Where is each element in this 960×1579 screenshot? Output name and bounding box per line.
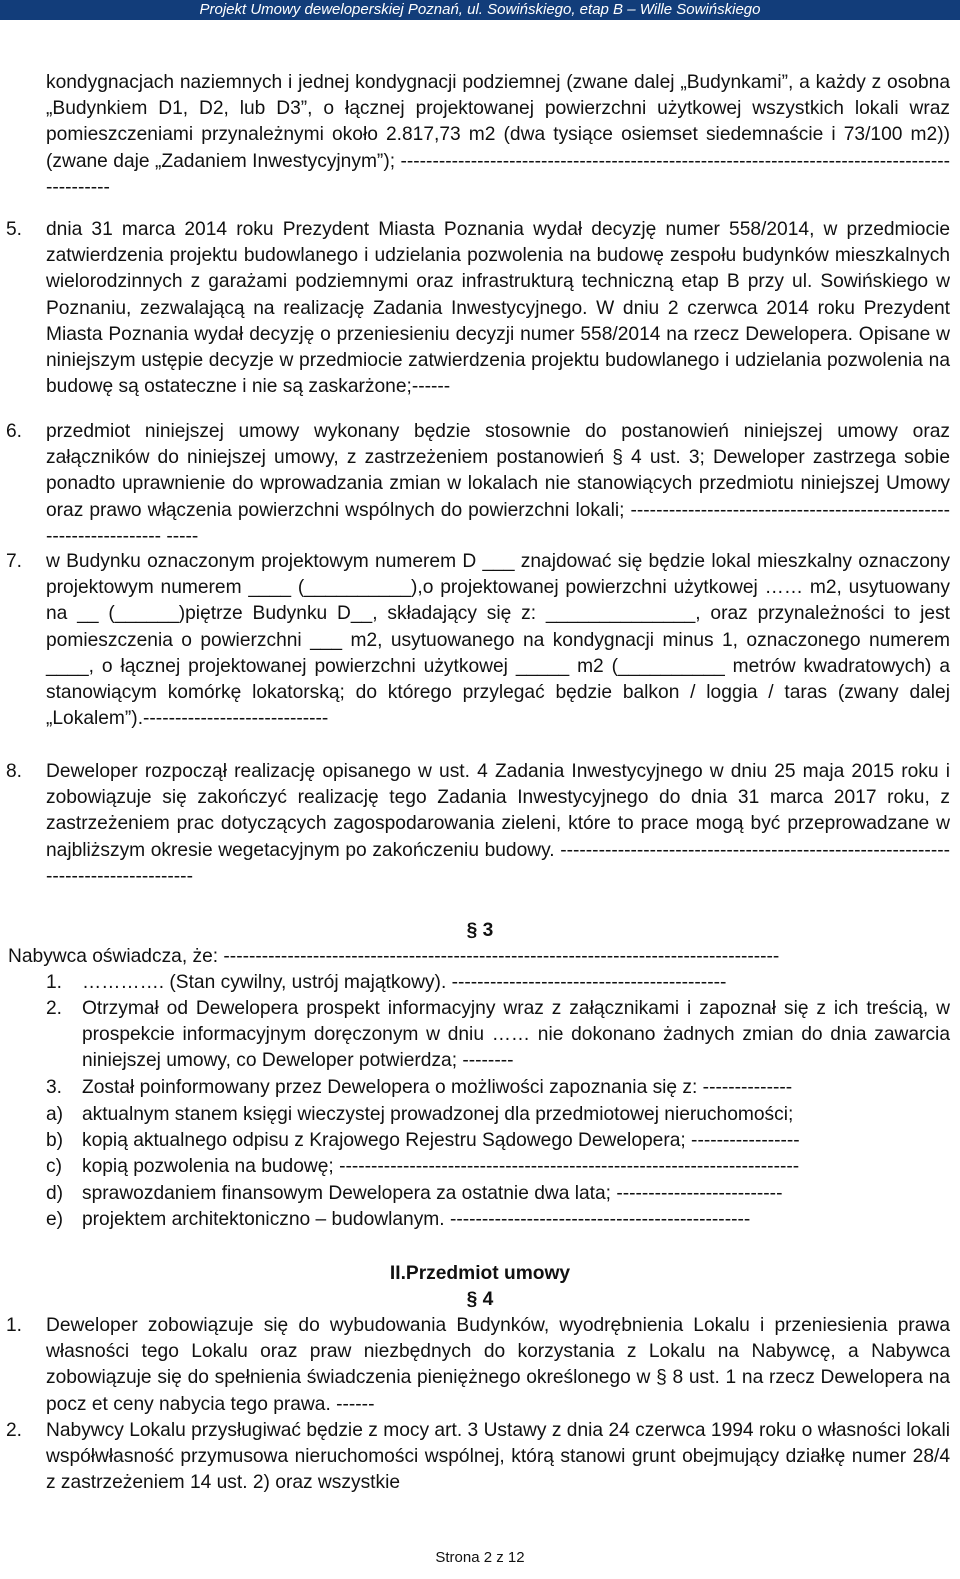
section-3-lead: Nabywca oświadcza, że: ---------------------------------------------------------------------------------------: [8, 946, 780, 967]
point-text: …………. (Stan cywilny, ustrój majątkowy). -------------------------------------------: [82, 972, 727, 993]
page-header: Projekt Umowy deweloperskiej Poznań, ul. Sowińskiego, etap B – Wille Sowińskiego: [0, 0, 960, 20]
item-number: 7.: [6, 551, 23, 572]
item-number: 5.: [6, 219, 23, 240]
point-number: 3.: [46, 1077, 63, 1098]
item-number: 2.: [6, 1420, 23, 1441]
intro-paragraph: kondygnacjach naziemnych i jednej kondygnacji podziemnej (zwane dalej „Budynkami”, a każdy z osobna „Budynkiem D1, D2, lub D3”, o łącznej projektowanej powierzchni użytkowej wszystkich lokali wraz pomieszczeniami przynależnymi około 2.817,73 m2 (dwa tysiące osiemset siedemnaście i 73/100 m2)) (zwane daje „Zadaniem Inwestycyjnym”); ------------------------------------------------------------------------------------------------: [46, 72, 950, 198]
item-paragraph: dnia 31 marca 2014 roku Prezydent Miasta Poznania wydał decyzję numer 558/2014, w przedmiocie zatwierdzenia projektu budowlanego i udzielania pozwolenia na budowę zespołu budynków mieszkalnych wielorodzinnych z garażami podziemnymi oraz infrastrukturą techniczną etap B przy ul. Sowińskiego w Poznaniu, zezwalającą na realizację Zadania Inwestycyjnego. W dniu 2 czerwca 2014 roku Prezydent Miasta Poznania wydał decyzję o przeniesieniu decyzji numer 558/2014 na rzecz Dewelopera. Opisane w niniejszym ustępie decyzje w przedmiocie zatwierdzenia projektu budowlanego i udzielania pozwolenia na budowę są ostateczne i nie są zaskarżone;------: [46, 219, 950, 398]
letter-label: a): [46, 1104, 64, 1125]
page-footer: Strona 2 z 12: [435, 1549, 525, 1566]
letter-text: kopią aktualnego odpisu z Krajowego Rejestru Sądowego Dewelopera; -----------------: [82, 1130, 800, 1151]
letter-label: d): [46, 1183, 64, 1204]
item-paragraph: Deweloper rozpoczął realizację opisanego w ust. 4 Zadania Inwestycyjnego w dniu 25 maja 2015 roku i zobowiązuje się zakończyć realizację tego Zadania Inwestycyjnego do dnia 31 marca 2017 roku, z zastrzeżeniem prac dotyczących zagospodarowania zieleni, które to prace mogą być przeprowadzane w najbliższym okresie wegetacyjnym po zakończeniu budowy. ------------------------------------------------------------------------------------: [46, 761, 950, 887]
section-4-heading: [0, 1287, 960, 1313]
letter-label: c): [46, 1156, 62, 1177]
item-number: 6.: [6, 421, 23, 442]
letter-label: b): [46, 1130, 64, 1151]
letter-text: kopią pozwolenia na budowę; ------------------------------------------------------------------------: [82, 1156, 800, 1177]
item-paragraph: Nabywcy Lokalu przysługiwać będzie z mocy art. 3 Ustawy z dnia 24 czerwca 1994 roku o własności lokali współwłasność przymusowa nieruchomości wspólnej, którą stanowi grunt obejmujący działkę numer 28/4 z zastrzeżeniem 14 ust. 2) oraz wszystkie: [46, 1420, 950, 1494]
paragraph-sign: § 4: [466, 1289, 494, 1310]
point-number: 2.: [46, 998, 63, 1019]
point-text: Został poinformowany przez Dewelopera o możliwości zapoznania się z: --------------: [82, 1077, 793, 1098]
item-paragraph: w Budynku oznaczonym projektowym numerem D ___ znajdować się będzie lokal mieszkalny oznaczony projektowym numerem ____ (__________),o projektowanej powierzchni użytkowej …… m2, usytuowany na __ (______)piętrze Budynku D__, składający się z: ______________, oraz przynależności to jest pomieszczenia o powierzchni ___ m2, usytuowanego na kondygnacji minus 1, oznaczonego numerem ____, o łącznej projektowanej powierzchni użytkowej _____ m2 (__________ metrów kwadratowych) a stanowiącym komórkę lokatorską; do którego przylegać będzie balkon / loggia / taras (zwany dalej „Lokalem”).-----------------------------: [46, 551, 950, 730]
item-paragraph: Deweloper zobowiązuje się do wybudowania Budynków, wyodrębnienia Lokalu i przeniesienia prawa własności tego Lokalu oraz praw niezbędnych do korzystania z Lokalu na Nabywcę, a Nabywca zobowiązuje się do spełnienia świadczenia pieniężnego określonego w § 8 ust. 1 na rzecz Dewelopera na pocz et ceny nabycia tego prawa. ------: [46, 1315, 950, 1415]
paragraph-sign: § 3: [466, 920, 494, 941]
point-text: Otrzymał od Dewelopera prospekt informacyjny wraz z załącznikami i zapoznał się z ich treścią, w prospekcie informacyjnym doręczonym w dniu …… nie dokonano żadnych zmian do dnia zawarcia niniejszej umowy, co Deweloper potwierdza; --------: [82, 998, 950, 1072]
item-paragraph: przedmiot niniejszej umowy wykonany będzie stosownie do postanowień niniejszej umowy oraz załączników do niniejszej umowy, z zastrzeżeniem postanowień § 4 ust. 3; Deweloper zastrzega sobie ponadto uprawnienie do wprowadzania zmian w lokalach nie stanowiących przedmiotu niniejszej Umowy oraz prawo włączenia powierzchni wspólnych do powierzchni lokali; -------------------------------------------------------------------- -----: [46, 421, 950, 547]
letter-text: sprawozdaniem finansowym Dewelopera za ostatnie dwa lata; --------------------------: [82, 1183, 783, 1204]
letter-text: projektem architektoniczno – budowlanym. -----------------------------------------------: [82, 1209, 751, 1230]
section-ii-title: II.Przedmiot umowy: [389, 1263, 571, 1284]
item-number: 8.: [6, 761, 23, 782]
letter-text: aktualnym stanem księgi wieczystej prowadzonej dla przedmiotowej nieruchomości;: [82, 1104, 794, 1125]
point-number: 1.: [46, 972, 63, 993]
letter-label: e): [46, 1209, 64, 1230]
item-number: 1.: [6, 1315, 23, 1336]
section-3-heading: [0, 918, 960, 944]
